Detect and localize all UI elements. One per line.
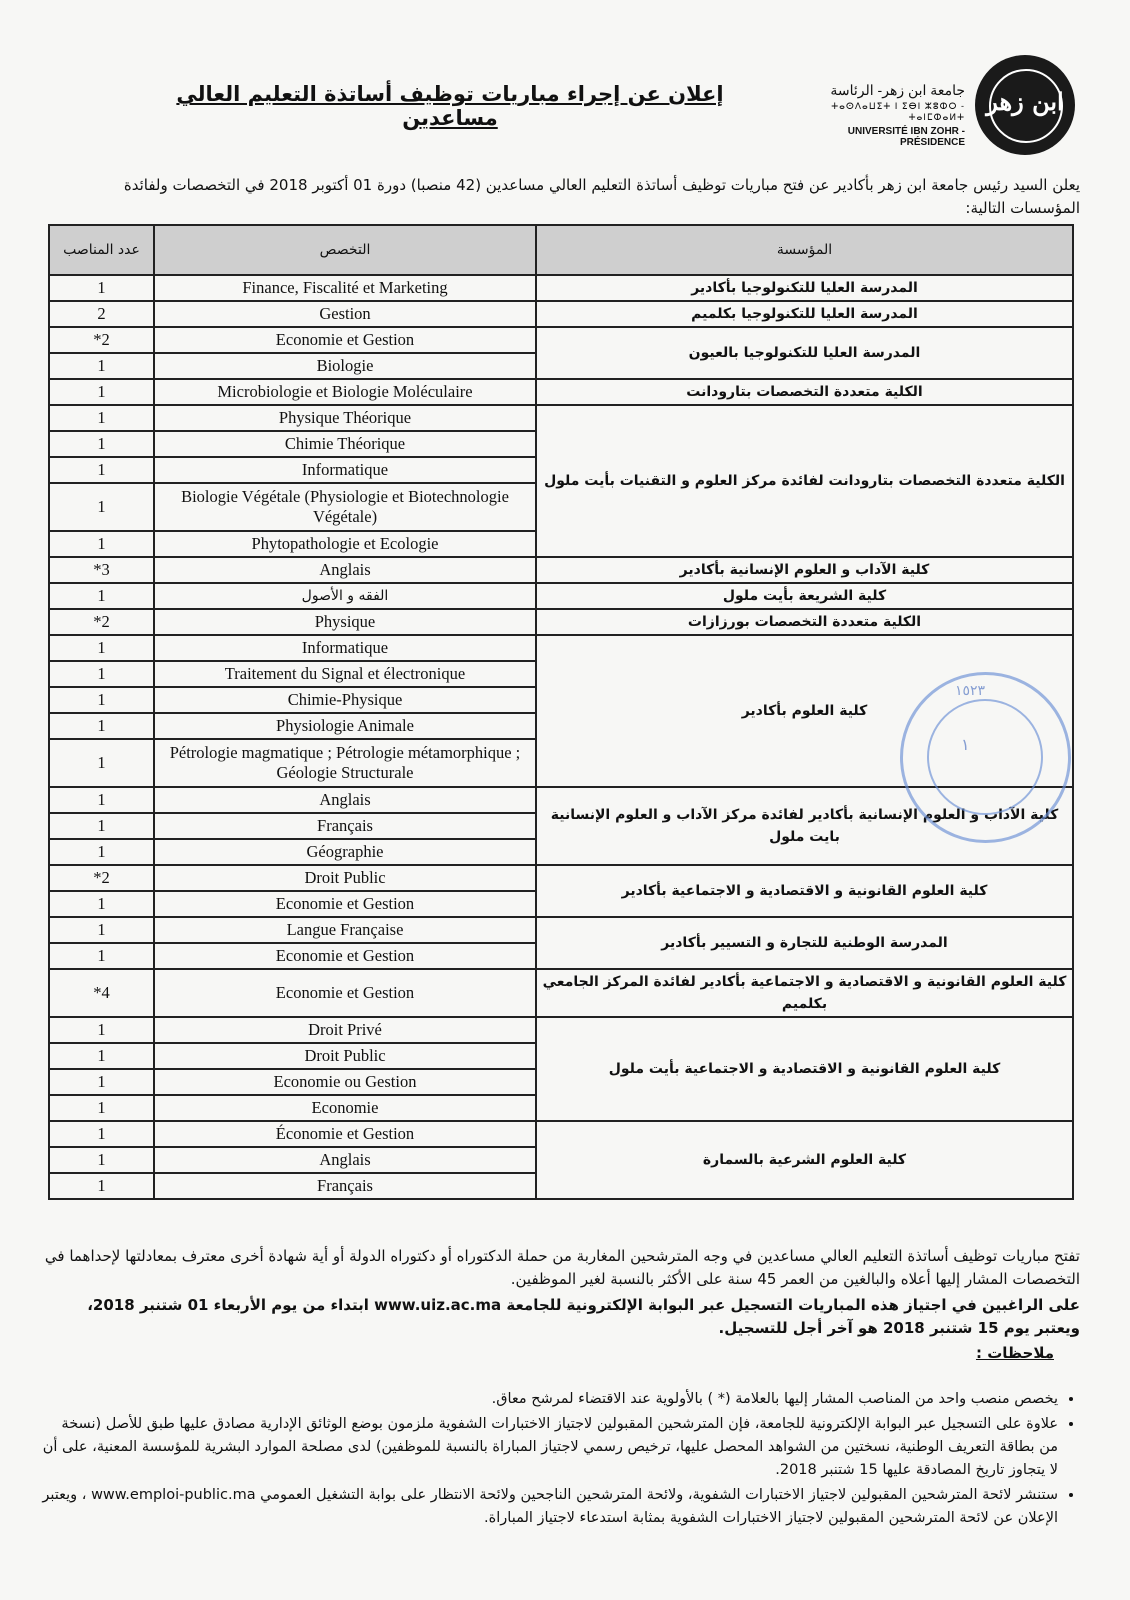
stamp-number: ١٥٢٣ bbox=[955, 683, 986, 699]
registration-paragraph: على الراغبين في اجتياز هذه المباريات التسجيل عبر البوابة الإلكترونية للجامعة www.uiz.ac.ma ابتداء من يوم الأربعاء 01 شتنبر 2018، ويعتبر يوم 15 شتنبر 2018 هو آخر أجل للتسجيل. bbox=[87, 1296, 1080, 1337]
post-count-cell: *2 bbox=[49, 865, 154, 891]
university-name-fr: UNIVERSITÉ IBN ZOHR - PRÉSIDENCE bbox=[847, 126, 965, 148]
specialty-cell: Pétrologie magmatique ; Pétrologie métamorphique ; Géologie Structurale bbox=[154, 739, 536, 787]
specialty-cell: Droit Privé bbox=[154, 1017, 536, 1043]
table-row bbox=[49, 557, 1073, 583]
specialty-cell: Economie et Gestion bbox=[154, 943, 536, 969]
institution-cell: المدرسة العليا للتكنولوجيا بكلميم bbox=[536, 301, 1073, 327]
post-count-cell: 2 bbox=[49, 301, 154, 327]
specialty-cell: Physique bbox=[154, 609, 536, 635]
specialty-cell: Anglais bbox=[154, 1147, 536, 1173]
post-count-cell: 1 bbox=[49, 1017, 154, 1043]
institution-cell: الكلية متعددة التخصصات بتارودانت لفائدة مركز العلوم و التقنيات بأيت ملول bbox=[536, 405, 1073, 557]
specialty-cell: Traitement du Signal et électronique bbox=[154, 661, 536, 687]
specialty-cell: Informatique bbox=[154, 457, 536, 483]
table-row bbox=[49, 275, 1073, 301]
post-count-cell: 1 bbox=[49, 275, 154, 301]
post-count-cell: 1 bbox=[49, 1043, 154, 1069]
table-row bbox=[49, 379, 1073, 405]
university-logo bbox=[975, 55, 1075, 155]
post-count-cell: 1 bbox=[49, 353, 154, 379]
specialty-cell: Economie ou Gestion bbox=[154, 1069, 536, 1095]
header-count: عدد المناصب bbox=[49, 225, 154, 275]
specialty-cell: Physique Théorique bbox=[154, 405, 536, 431]
post-count-cell: 1 bbox=[49, 1095, 154, 1121]
institution-cell: كلية الشريعة بأيت ملول bbox=[536, 583, 1073, 609]
post-count-cell: 1 bbox=[49, 943, 154, 969]
post-count-cell: 1 bbox=[49, 661, 154, 687]
logo-mark: ابن زهر bbox=[986, 87, 1064, 116]
post-count-cell: 1 bbox=[49, 635, 154, 661]
specialty-cell: Economie et Gestion bbox=[154, 969, 536, 1017]
specialty-cell: Gestion bbox=[154, 301, 536, 327]
post-count-cell: 1 bbox=[49, 1173, 154, 1199]
specialty-cell: Droit Public bbox=[154, 865, 536, 891]
page-title: إعلان عن إجراء مباريات توظيف أساتذة التعليم العالي مساعدين bbox=[176, 82, 724, 130]
specialty-cell: Economie et Gestion bbox=[154, 891, 536, 917]
specialty-cell: Droit Public bbox=[154, 1043, 536, 1069]
specialty-cell: الفقه و الأصول bbox=[154, 583, 536, 609]
specialty-cell: Phytopathologie et Ecologie bbox=[154, 531, 536, 557]
institution-cell: الكلية متعددة التخصصات بتارودانت bbox=[536, 379, 1073, 405]
institution-cell: كلية العلوم بأكادير bbox=[536, 635, 1073, 787]
specialty-cell: Chimie-Physique bbox=[154, 687, 536, 713]
table-row bbox=[49, 327, 1073, 353]
post-count-cell: 1 bbox=[49, 687, 154, 713]
specialty-cell: Géographie bbox=[154, 839, 536, 865]
post-count-cell: 1 bbox=[49, 1147, 154, 1173]
institution-cell: المدرسة العليا للتكنولوجيا بأكادير bbox=[536, 275, 1073, 301]
eligibility-paragraph: تفتح مباريات توظيف أساتذة التعليم العالي مساعدين في وجه المترشحين المغاربة من حملة الدكتوراه أو دكتوراه الدولة أو أية شهادة أخرى معترف بمعادلتها لإحداهما في التخصصات المشار إليها أعلاه والبالغين من العمر 45 سنة على الأكثر بالنسبة لغير الموظفين. bbox=[44, 1247, 1080, 1288]
table-row bbox=[49, 917, 1073, 943]
specialty-cell: Français bbox=[154, 1173, 536, 1199]
note-item: • يخصص منصب واحد من المناصب المشار إليها بالعلامة (* ) بالأولوية عند الاقتضاء لمرشح معاق. bbox=[40, 1388, 1058, 1411]
institution-cell: كلية العلوم القانونية و الاقتصادية و الاجتماعية بأكادير لفائدة المركز الجامعي بكلميم bbox=[536, 969, 1073, 1017]
post-count-cell: 1 bbox=[49, 891, 154, 917]
post-count-cell: 1 bbox=[49, 457, 154, 483]
table-row bbox=[49, 583, 1073, 609]
stamp-center-text: ١ bbox=[961, 735, 970, 754]
specialty-cell: Physiologie Animale bbox=[154, 713, 536, 739]
institution-cell: كلية العلوم القانونية و الاقتصادية و الاجتماعية بأيت ملول bbox=[536, 1017, 1073, 1121]
post-count-cell: 1 bbox=[49, 739, 154, 787]
table-row bbox=[49, 635, 1073, 661]
specialty-cell: Anglais bbox=[154, 787, 536, 813]
table-row bbox=[49, 609, 1073, 635]
institution-cell: كلية العلوم القانونية و الاقتصادية و الاجتماعية بأكادير bbox=[536, 865, 1073, 917]
post-count-cell: 1 bbox=[49, 405, 154, 431]
specialty-cell: Français bbox=[154, 813, 536, 839]
table-row bbox=[49, 301, 1073, 327]
post-count-cell: 1 bbox=[49, 1121, 154, 1147]
university-name-block bbox=[780, 82, 965, 148]
specialty-cell: Anglais bbox=[154, 557, 536, 583]
intro-paragraph: يعلن السيد رئيس جامعة ابن زهر بأكادير عن فتح مباريات توظيف أساتذة التعليم العالي مساعدين (42 منصبا) دورة 01 أكتوبر 2018 في التخصصات ولفائدة المؤسسات التالية: bbox=[123, 176, 1080, 217]
post-count-cell: 1 bbox=[49, 431, 154, 457]
institution-cell: كلية العلوم الشرعية بالسمارة bbox=[536, 1121, 1073, 1199]
specialty-cell: Microbiologie et Biologie Moléculaire bbox=[154, 379, 536, 405]
university-name-ar: جامعة ابن زهر- الرئاسة bbox=[830, 82, 965, 98]
official-stamp bbox=[900, 672, 1071, 843]
notes-title: ملاحظات : bbox=[975, 1344, 1054, 1362]
table-row bbox=[49, 1121, 1073, 1147]
post-count-cell: 1 bbox=[49, 483, 154, 531]
stamp-inner-ring bbox=[927, 699, 1043, 815]
post-count-cell: 1 bbox=[49, 379, 154, 405]
note-item: • ستنشر لائحة المترشحين المقبولين لاجتياز الاختبارات الشفوية، ولائحة المترشحين الناجحين ولائحة الانتظار على بوابة التشغيل العمومي www.emploi-public.ma ، ويعتبر الإعلان عن لائحة المترشحين المقبولين لاجتياز الاختبارات الشفوية بمثابة استدعاء لاجتياز المباراة. bbox=[40, 1484, 1058, 1530]
specialty-cell: Biologie bbox=[154, 353, 536, 379]
specialty-cell: Economie bbox=[154, 1095, 536, 1121]
specialty-cell: Langue Française bbox=[154, 917, 536, 943]
post-count-cell: 1 bbox=[49, 583, 154, 609]
specialty-cell: Finance, Fiscalité et Marketing bbox=[154, 275, 536, 301]
post-count-cell: *4 bbox=[49, 969, 154, 1017]
notes-list bbox=[40, 1388, 1080, 1532]
institution-cell: كلية الآداب و العلوم الإنسانية بأكادير لفائدة مركز الآداب و العلوم الإنسانية بايت ملول bbox=[536, 787, 1073, 865]
university-name-tifinagh: ⵜⴰⵙⴷⴰⵡⵉⵜ ⵏ ⵉⴱⵏ ⵣⵓⵀⵔ - ⵜⴰⵏⵎⵀⴰⵍⵜ bbox=[831, 101, 965, 122]
institution-cell: المدرسة العليا للتكنولوجيا بالعيون bbox=[536, 327, 1073, 379]
post-count-cell: 1 bbox=[49, 531, 154, 557]
post-count-cell: 1 bbox=[49, 787, 154, 813]
specialty-cell: Informatique bbox=[154, 635, 536, 661]
table-row bbox=[49, 1017, 1073, 1043]
institution-cell: كلية الآداب و العلوم الإنسانية بأكادير bbox=[536, 557, 1073, 583]
specialty-cell: Biologie Végétale (Physiologie et Biotechnologie Végétale) bbox=[154, 483, 536, 531]
post-count-cell: 1 bbox=[49, 917, 154, 943]
post-count-cell: 1 bbox=[49, 713, 154, 739]
post-count-cell: *3 bbox=[49, 557, 154, 583]
note-item: • علاوة على التسجيل عبر البوابة الإلكترونية للجامعة، فإن المترشحين المقبولين لاجتياز الاختبارات الشفوية ملزمون بوضع الوثائق الإدارية مصادق عليها طبق للأصل (نسخة من بطاقة التعريف الوطنية، نسختين من الشواهد المحصل عليها، ترخيص رسمي لاجتياز المباراة بالنسبة للموظفين) لدى مصلحة الموارد البشرية للمؤسسة المعنية، على أن لا يتجاوز تاريخ المصادقة عليها 15 شتنبر 2018. bbox=[40, 1413, 1058, 1482]
post-count-cell: 1 bbox=[49, 1069, 154, 1095]
table-row bbox=[49, 865, 1073, 891]
post-count-cell: 1 bbox=[49, 839, 154, 865]
specialty-cell: Economie et Gestion bbox=[154, 327, 536, 353]
specialty-cell: Économie et Gestion bbox=[154, 1121, 536, 1147]
specialty-cell: Chimie Théorique bbox=[154, 431, 536, 457]
table-row bbox=[49, 969, 1073, 1017]
header-specialty: التخصص bbox=[154, 225, 536, 275]
table-row bbox=[49, 405, 1073, 431]
header-institution: المؤسسة bbox=[536, 225, 1073, 275]
post-count-cell: *2 bbox=[49, 609, 154, 635]
post-count-cell: *2 bbox=[49, 327, 154, 353]
post-count-cell: 1 bbox=[49, 813, 154, 839]
institution-cell: المدرسة الوطنية للتجارة و التسيير بأكادير bbox=[536, 917, 1073, 969]
institution-cell: الكلية متعددة التخصصات بورزازات bbox=[536, 609, 1073, 635]
